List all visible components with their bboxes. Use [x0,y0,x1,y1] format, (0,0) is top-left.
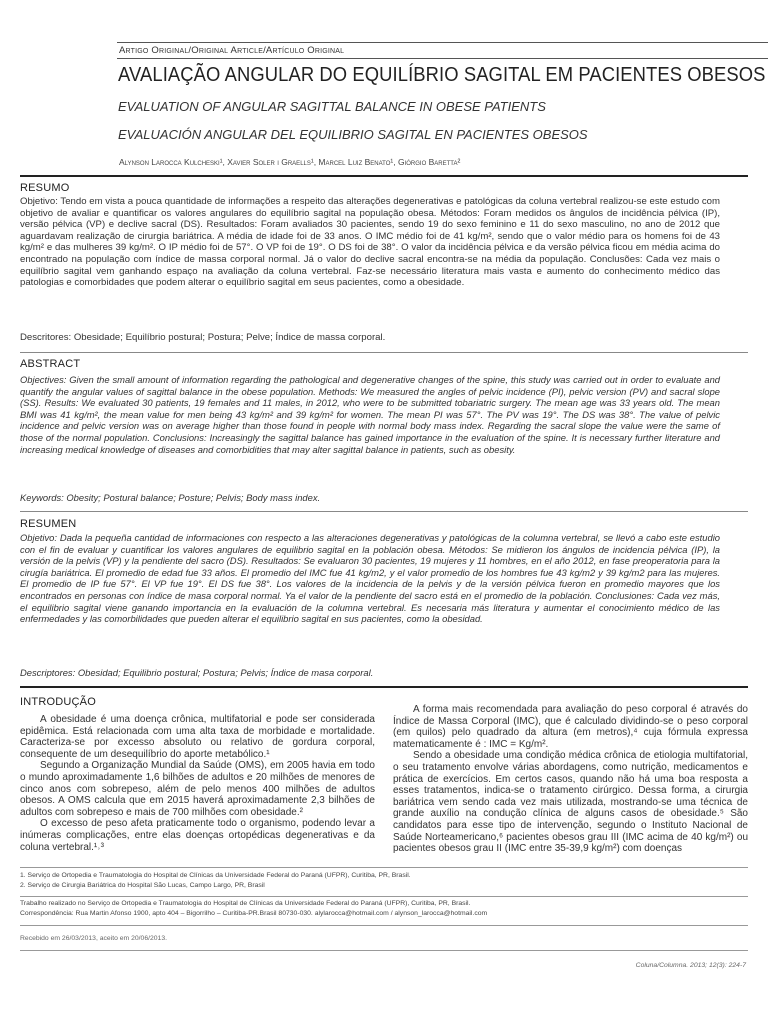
resumen-heading: RESUMEN [20,518,77,530]
article-type-kicker: Artigo Original/Original Article/Artículo Original [119,45,345,56]
footnote-divider [20,925,748,926]
intro-paragraph: A forma mais recomendada para avaliação do peso corporal é através do Índice de Massa Corporal (IMC), que é calculado dividindo-se o peso corporal (em quilos) pelo quadrado da altura (em metros),⁴ cuja fórmula expressa matematicamente é : IMC = Kg/m². [393,704,748,750]
intro-paragraph: A obesidade é uma doença crônica, multifatorial e pode ser considerada epidêmica. Está relacionada com uma alta taxa de morbidade e mortalidade. Caracteriza-se por excesso absoluto ou relativo de gordura corporal, consequente de um desequilíbrio do aporte metabólico.¹ [20,714,375,760]
abstract-heading: ABSTRACT [20,358,81,370]
footnote-1: 1. Serviço de Ortopedia e Traumatologia do Hospital de Clínicas da Universidade Federal do Paraná (UFPR), Curitiba, PR, Brasil. [20,872,411,879]
article-title-spanish: EVALUACIÓN ANGULAR DEL EQUILIBRIO SAGITAL EN PACIENTES OBESOS [118,127,588,142]
footnote-divider [20,867,748,868]
footnote-divider [20,896,748,897]
introducao-heading: INTRODUÇÃO [20,696,96,708]
footnote-2: 2. Serviço de Cirurgia Bariátrica do Hospital São Lucas, Campo Largo, PR, Brasil [20,882,265,889]
resumen-body: Objetivo: Dada la pequeña cantidad de informaciones con respecto a las alteraciones degenerativas y patológicas de la columna vertebral, se llevó a cabo este estudio con el fin de evaluar y cuantificar los valores angulares de equilibrio sagital en la población obesa. Métodos: Se midieron los ángulos de incidencia pélvica (IP), la versión de la pelvis (VP) y la pendiente del sacro (DS). Resultados: Se evaluaron 30 pacientes, 19 mujeres y 11 hombres, en el año 2012, en fase preoperatoria para la cirugía bariátrica. El promedio de edad fue 33 años. El promedio del IMC fue 41 kg/m2, y el valor promedio de los hombres fue 43 kg/m2 y 39 kg/m2 para las mujeres. El promedio de IP fue 57°. El VP fue 19°. El DS fue 38°. Los valores de la incidencia de la pelvis y de la versión pélvica fueron en promedio mayores que los encontrados en personas con índice de masa corporal normal. Ya el valor de la pendiente del sacro está en el promedio de la población. Conclusiones: Cada vez más, el equilibrio sagital viene ganando importancia en la evaluación de la columna vertebral. Es necesaria más literatura y aumentar el conocimiento médico de las enfermedades y las comorbilidades que pueden alterar el equilibrio sagital en sus pacientes, como la obesidad. [20,532,720,625]
resumo-body: Objetivo: Tendo em vista a pouca quantidade de informações a respeito das alterações degenerativas e patológicas da coluna vertebral realizou-se este estudo com objetivo de avaliar e quantificar os valores angulares do equilíbrio sagital na população obesa. Métodos: Foram medidos os ângulos de incidência pélvica (IP), versão pélvica (VP) e declive sacral (DS). Resultados: Foram avaliados 30 pacientes, sendo 19 do sexo feminino e 11 do sexo masculino, no ano de 2012 que aguardavam realização de cirurgia bariátrica. A média de idade foi de 33 anos. O IMC médio foi de 41 kg/m², sendo que o valor médio para os homens foi de 43 kg/m² e das mulheres 39 kg/m². O IP médio foi de 57°. O VP foi de 19°. O DS foi de 38°. O valor da incidência pélvica e da versão pélvica ficou em média acima do encontrado na população com índice de massa corporal normal. Já o valor do declive sacral encontra-se na média da população. Conclusões: Cada vez mais o equilíbrio sagital vem ganhando espaço na avaliação da coluna vertebral. Faz-se necessário literatura mais vasta e aumento do conhecimento médico das patologias e comorbidades que podem alterar o equilíbrio sagital em seus pacientes, como a obesidade. [20,196,720,289]
footnote-affiliations [20,871,740,891]
header-rule-mid [117,58,768,59]
resumo-keywords: Descritores: Obesidade; Equilíbrio postural; Postura; Pelve; Índice de massa corporal. [20,332,386,343]
correspondence-note: Correspondência: Rua Martin Afonso 1900, apto 404 – Bigorrilho – Curitiba-PR.Brasil 80730-030. alylarocca@hotmail.com / alynson_larocca@hotmail.com [20,910,488,917]
intro-paragraph: Segundo a Organização Mundial da Saúde (OMS), em 2005 havia em todo o mundo aproximadamente 1,6 bilhões de adultos e 20 milhões de menores de cinco anos com sobrepeso, além de pelo menos 400 milhões de adultos obesos. A OMS calcula que em 2015 haverá aproximadamente 2,3 bilhões de adultos com sobrepeso e mais de 700 milhões com obesidade.² [20,760,375,818]
article-title-english: EVALUATION OF ANGULAR SAGITTAL BALANCE IN OBESE PATIENTS [118,99,546,114]
author-list: Alynson Larocca Kulcheski¹, Xavier Soler i Graells¹, Marcel Luiz Benato¹, Giórgio Baretta² [119,157,461,167]
journal-citation: Coluna/Columna. 2013; 12(3): 224-7 [635,962,746,969]
intro-paragraph: Sendo a obesidade uma condição médica crônica de etiologia multifatorial, o seu tratamento envolve várias abordagens, como nutrição, medicamentos e prática de exercícios. Em certos casos, quando não há uma boa resposta a esses tratamentos, indica-se o tratamento cirúrgico. Dessa forma, a cirurgia bariátrica vem sendo cada vez mais utilizada, mostrando-se uma técnica de grande auxílio na condução clínica de alguns casos de obesidade.⁵ São candidatos para esse tipo de intervenção, segundo o Instituto Nacional de Saúde Norteamericano,⁶ pacientes obesos grau III (IMC acima de 40 kg/m²) ou pacientes obesos grau II (IMC entre 35-39,9 kg/m²) com doenças [393,750,748,855]
article-title: AVALIAÇÃO ANGULAR DO EQUILÍBRIO SAGITAL EM PACIENTES OBESOS [118,64,766,86]
header-rule-top [117,42,768,43]
intro-right-column [393,704,748,855]
section-divider [20,686,748,688]
work-location-note: Trabalho realizado no Serviço de Ortopedia e Traumatologia do Hospital de Clínicas da Universidade Federal do Paraná (UFPR), Curitiba, PR, Brasil. [20,900,471,907]
intro-paragraph: O excesso de peso afeta praticamente todo o organismo, podendo levar a inúmeras complicações, entre elas doenças ortopédicas degenerativas e da coluna vertebral.¹˒³ [20,818,375,853]
header-rule-bottom [20,175,748,177]
received-date: Recebido em 26/03/2013, aceito em 20/06/2013. [20,935,167,942]
intro-left-column [20,714,375,853]
abstract-keywords: Keywords: Obesity; Postural balance; Posture; Pelvis; Body mass index. [20,492,321,503]
page-footer-divider [20,950,748,951]
resumen-keywords: Descriptores: Obesidad; Equilibrio postural; Postura; Pelvis; Índice de masa corporal. [20,667,374,678]
footnote-correspondence-block [20,899,740,919]
resumo-heading: RESUMO [20,182,70,194]
abstract-body: Objectives: Given the small amount of information regarding the pathological and degenerative changes of the spine, this study was carried out in order to evaluate and quantify the angular values of sagittal balance in the obese population. Methods: We measured the angles of pelvic incidence (PI), pelvic version (PV) and sacral slope (SS). Results: We evaluated 30 patients, 19 females and 11 males, in 2012, who were to be submitted tobariatric surgery. The mean age was 33 years old. The mean BMI was 41 kg/m², the mean value for men being 43 kg/m² and 39 kg/m² for women. The mean PI was 57°. The PV was 19°. The DS was 38°. The value of pelvic incidence and pelvic version was on average higher than those found in people with normal body mass index. Regarding the sacral slope the value were the same of those of the normal population. Conclusions: Increasingly the sagittal balance has gained importance in the evaluation of the spine. It is necessary further literature and increasing medical knowledge of diseases and comorbidities that may alter sagittal balance in patients, such as obesity. [20,374,720,455]
section-divider [20,511,748,512]
section-divider [20,352,748,353]
